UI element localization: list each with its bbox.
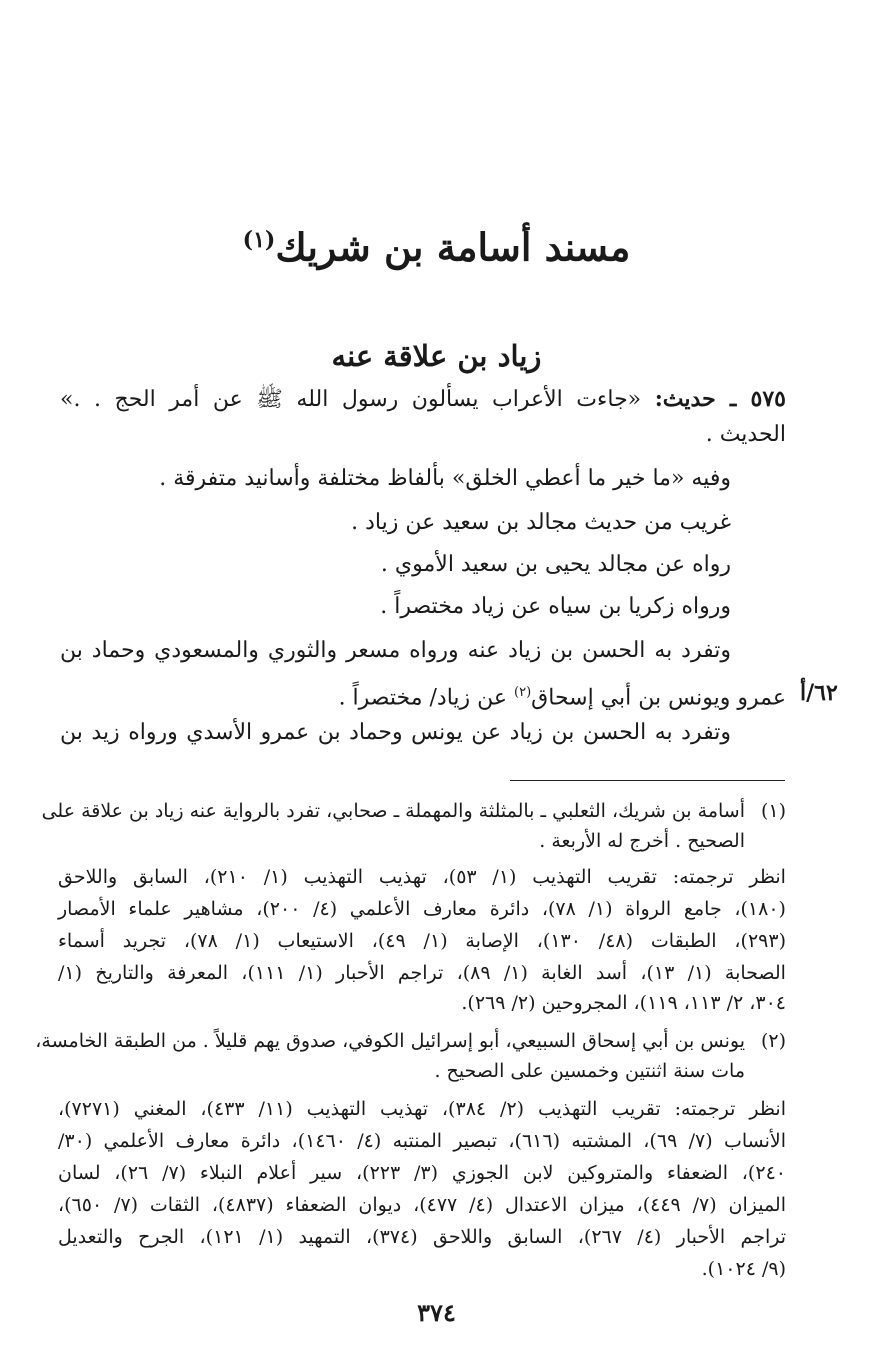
page-number: ٣٧٤ <box>417 1298 456 1327</box>
footnote-ref-2: (٢) <box>514 685 532 700</box>
hadith-line-6: ورواه زكريا بن سياه عن زياد مختصراً . <box>380 594 731 619</box>
hadith-line-4: غريب من حديث مجالد بن سعيد عن زياد . <box>351 510 731 535</box>
manuscript-folio-note: ٦٢/أ <box>800 680 838 706</box>
footnote-1-line-4: (١٨٠)، جامع الرواة (١/ ٧٨)، دائرة معارف الأعلمي (٤/ ٢٠٠)، مشاهير علماء الأمصار <box>58 898 786 920</box>
footnote-1-line-1: أسامة بن شريك، الثعلبي ـ بالمثلثة والمهملة ـ صحابي، تفرد بالرواية عنه زياد بن علاقة على <box>41 800 745 822</box>
footnote-2-line-4: الأنساب (٧/ ٦٩)، المشتبه (٦١٦)، تبصير المنتبه (٤/ ١٤٦٠)، دائرة معارف الأعلمي (٣٠/ <box>58 1130 786 1152</box>
hadith-line-7: وتفرد به الحسن بن زياد عنه ورواه مسعر والثوري والمسعودي وحماد بن <box>60 638 731 663</box>
footnote-2-line-3: انظر ترجمته: تقريب التهذيب (٢/ ٣٨٤)، تهذيب التهذيب (١١/ ٤٣٣)، المغني (٧٢٧١)، <box>58 1098 786 1120</box>
hadith-line-8-part-a: عمرو ويونس بن أبي إسحاق <box>531 685 786 711</box>
footnote-2-line-6: الميزان (٧/ ٤٤٩)، ميزان الاعتدال (٤/ ٤٧٧)، ديوان الضعفاء (٤٨٣٧)، الثقات (٧/ ٦٥٠)، <box>58 1194 787 1216</box>
footnote-1-line-2: الصحيح . أخرج له الأربعة . <box>539 830 745 852</box>
footnote-1-number: (١) <box>760 800 786 822</box>
footnote-1-line-5: (٢٩٣)، الطبقات (٤٨/ ١٣٠)، الإصابة (١/ ٤٩)، الاستيعاب (١/ ٧٨)، تجريد أسماء <box>58 930 786 952</box>
footnote-1-line-3: انظر ترجمته: تقريب التهذيب (١/ ٥٣)، تهذيب التهذيب (١/ ٢١٠)، السابق واللاحق <box>58 866 786 888</box>
title-text: مسند أسامة بن شريك <box>275 224 631 270</box>
page-title <box>0 210 873 278</box>
hadith-line-3: وفيه «ما خير ما أعطي الخلق» بألفاظ مختلفة وأسانيد متفرقة . <box>159 466 731 491</box>
footnote-2-number: (٢) <box>760 1030 786 1052</box>
footnote-1-line-6: الصحابة (١/ ١٣)، أسد الغابة (١/ ٨٩)، تراجم الأحبار (١/ ١١١)، المعرفة والتاريخ (١/ <box>58 962 786 984</box>
hadith-line-2: الحديث . <box>705 422 786 447</box>
section-subtitle: زياد بن علاقة عنه <box>331 339 542 373</box>
footnote-2-line-2: مات سنة اثنتين وخمسين على الصحيح . <box>434 1060 745 1082</box>
footnote-2-line-8: (٩/ ١٠٢٤). <box>701 1258 786 1280</box>
hadith-number-label: ٥٧٥ ـ حديث: <box>654 386 786 412</box>
hadith-line-1 <box>60 382 786 417</box>
hadith-line-8 <box>60 676 786 715</box>
hadith-line-9: وتفرد به الحسن بن زياد عن يونس وحماد بن عمرو الأسدي ورواه زيد بن <box>60 720 731 745</box>
hadith-line-5: رواه عن مجالد يحيى بن سعيد الأموي . <box>380 552 731 577</box>
footnote-2-line-5: ٢٤٠)، الضعفاء والمتروكين لابن الجوزي (٣/ ٢٢٣)، سير أعلام النبلاء (٧/ ٢٦)، لسان <box>58 1162 786 1184</box>
footnote-separator <box>510 780 785 781</box>
footnote-2-line-1: يونس بن أبي إسحاق السبيعي، أبو إسرائيل الكوفي، صدوق يهم قليلاً . من الطبقة الخامسة، <box>35 1030 745 1052</box>
hadith-line-8-part-b: عن زياد/ مختصراً . <box>338 685 508 711</box>
title-footnote-ref: (١) <box>242 227 276 253</box>
footnote-1-line-7: ٣٠٤، ٢/ ١١٣، ١١٩)، المجروحين (٢/ ٢٦٩). <box>461 992 786 1014</box>
footnote-2-line-7: تراجم الأحبار (٤/ ٢٦٧)، السابق واللاحق (٣٧٤)، التمهيد (١/ ١٢١)، الجرح والتعديل <box>58 1226 786 1248</box>
hadith-quote: «جاءت الأعراب يسألون رسول الله ﷺ عن أمر الحج . .» <box>60 387 642 412</box>
